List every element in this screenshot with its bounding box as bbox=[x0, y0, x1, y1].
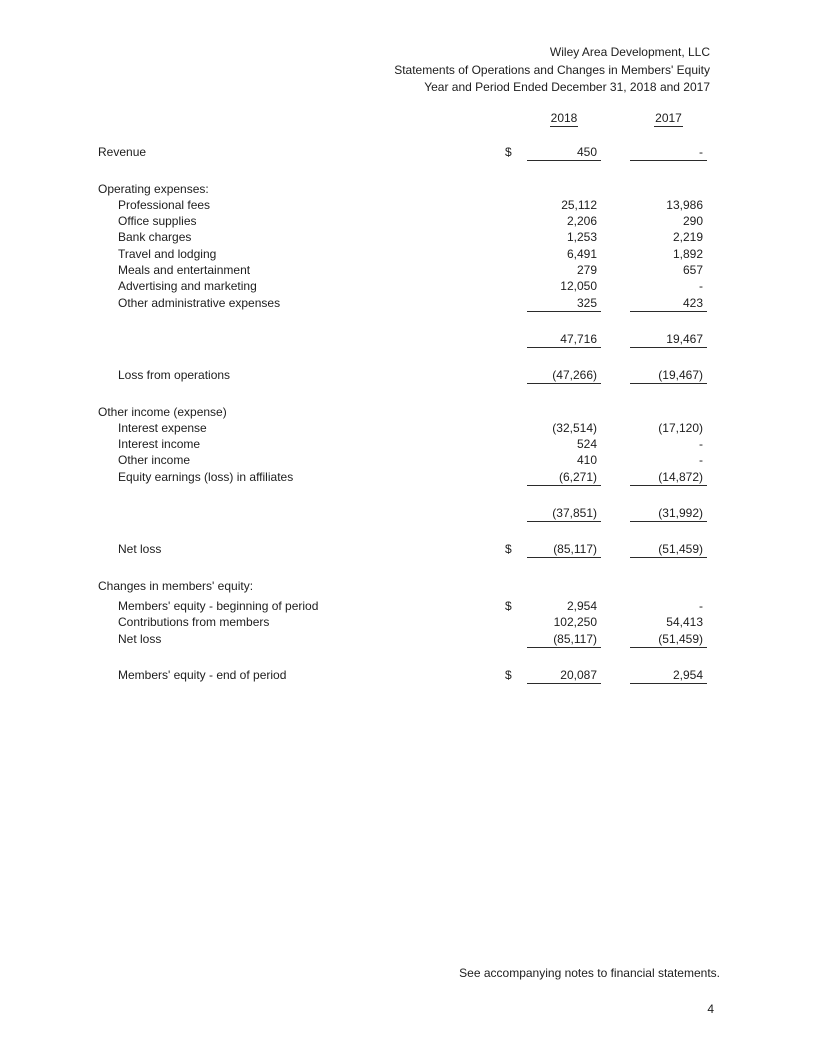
amount-2018: 25,112 bbox=[561, 197, 597, 212]
amount-2018: 450 bbox=[527, 145, 601, 161]
row-label: Other administrative expenses bbox=[118, 295, 281, 310]
amount-2018: 12,050 bbox=[560, 279, 597, 294]
statement-row bbox=[98, 263, 716, 279]
row-label: Loss from operations bbox=[118, 368, 231, 383]
row-label: Office supplies bbox=[118, 214, 197, 229]
section-header-row bbox=[98, 579, 716, 595]
amount-2017: 1,892 bbox=[672, 246, 703, 261]
row-label: Equity earnings (loss) in affiliates bbox=[118, 469, 294, 484]
amount-2018: (85,117) bbox=[527, 632, 601, 648]
amount-2018: 524 bbox=[576, 437, 597, 452]
amount-2018: (37,851) bbox=[527, 506, 601, 522]
statement-row-revenue bbox=[98, 145, 716, 161]
statement-period: Year and Period Ended December 31, 2018 and 2017 bbox=[424, 80, 710, 94]
amount-2017: - bbox=[699, 279, 703, 294]
amount-2018: 2,206 bbox=[566, 214, 597, 229]
amount-2018: 6,491 bbox=[566, 246, 597, 261]
row-label: Members' equity - end of period bbox=[118, 667, 287, 682]
amount-2017: (51,459) bbox=[630, 632, 707, 648]
section-header-row bbox=[98, 182, 716, 198]
statement-row bbox=[98, 230, 716, 246]
amount-2018: (47,266) bbox=[527, 368, 601, 384]
company-name: Wiley Area Development, LLC bbox=[549, 45, 710, 59]
statement-row bbox=[98, 247, 716, 263]
footer-note: See accompanying notes to financial statements. bbox=[459, 966, 720, 980]
statement-row bbox=[98, 470, 716, 486]
amount-2017: 54,413 bbox=[666, 615, 703, 630]
row-label: Interest expense bbox=[118, 420, 207, 435]
column-2018 bbox=[527, 111, 601, 127]
amount-2018: (32,514) bbox=[552, 420, 597, 435]
amount-2017: (17,120) bbox=[658, 420, 703, 435]
section-header-row bbox=[98, 405, 716, 421]
amount-2017: - bbox=[699, 453, 703, 468]
amount-2017: 2,954 bbox=[630, 668, 707, 684]
amount-2018: 2,954 bbox=[566, 598, 597, 613]
statement-row bbox=[98, 279, 716, 295]
financial-statement bbox=[98, 111, 716, 684]
subtotal-row bbox=[98, 506, 716, 522]
row-label: Interest income bbox=[118, 437, 201, 452]
currency-symbol: $ bbox=[505, 145, 512, 160]
statement-row bbox=[98, 615, 716, 631]
amount-2017: 2,219 bbox=[672, 230, 703, 245]
statement-row bbox=[98, 296, 716, 312]
section-label: Other income (expense) bbox=[98, 404, 227, 419]
amount-2018: 102,250 bbox=[553, 615, 597, 630]
amount-2017: 290 bbox=[682, 214, 703, 229]
page-number: 4 bbox=[707, 1002, 714, 1016]
column-header-2018: 2018 bbox=[550, 111, 578, 125]
amount-2018: 279 bbox=[576, 263, 597, 278]
amount-2017: (31,992) bbox=[630, 506, 707, 522]
amount-2017: - bbox=[699, 598, 703, 613]
amount-2017: 19,467 bbox=[630, 332, 707, 348]
amount-2017: 13,986 bbox=[666, 197, 703, 212]
section-label: Operating expenses: bbox=[98, 181, 209, 196]
column-header-2017: 2017 bbox=[655, 111, 682, 125]
statement-row-net-loss bbox=[98, 542, 716, 558]
column-header-row bbox=[98, 111, 716, 127]
row-label: Bank charges bbox=[118, 230, 192, 245]
row-label: Revenue bbox=[98, 145, 147, 160]
amount-2017: - bbox=[630, 145, 707, 161]
amount-2018: 1,253 bbox=[566, 230, 597, 245]
amount-2017: 657 bbox=[682, 263, 703, 278]
amount-2018: 20,087 bbox=[527, 668, 601, 684]
statement-row bbox=[98, 599, 716, 615]
row-label: Contributions from members bbox=[118, 615, 270, 630]
amount-2017: 423 bbox=[630, 296, 707, 312]
amount-2018: 410 bbox=[576, 453, 597, 468]
statement-row bbox=[98, 437, 716, 453]
statement-row bbox=[98, 632, 716, 648]
row-label: Meals and entertainment bbox=[118, 263, 251, 278]
row-label: Other income bbox=[118, 453, 191, 468]
amount-2018: 47,716 bbox=[527, 332, 601, 348]
row-label: Travel and lodging bbox=[118, 246, 217, 261]
section-label: Changes in members' equity: bbox=[98, 578, 254, 593]
statement-row bbox=[98, 368, 716, 384]
amount-2017: - bbox=[699, 437, 703, 452]
amount-2018: (85,117) bbox=[527, 542, 601, 558]
currency-symbol: $ bbox=[505, 667, 512, 682]
amount-2017: (19,467) bbox=[630, 368, 707, 384]
row-label: Professional fees bbox=[118, 197, 211, 212]
subtotal-row bbox=[98, 332, 716, 348]
currency-symbol: $ bbox=[505, 542, 512, 557]
statement-title: Statements of Operations and Changes in Members' Equity bbox=[394, 62, 710, 77]
row-label: Members' equity - beginning of period bbox=[118, 598, 319, 613]
row-label: Net loss bbox=[118, 631, 162, 646]
statement-row bbox=[98, 453, 716, 469]
row-label: Net loss bbox=[118, 542, 162, 557]
statement-row-equity-end bbox=[98, 668, 716, 684]
amount-2018: (6,271) bbox=[527, 470, 601, 486]
amount-2017: (14,872) bbox=[630, 470, 707, 486]
amount-2018: 325 bbox=[527, 296, 601, 312]
amount-2017: (51,459) bbox=[630, 542, 707, 558]
row-label: Advertising and marketing bbox=[118, 279, 257, 294]
statement-row bbox=[98, 214, 716, 230]
statement-row bbox=[98, 198, 716, 214]
currency-symbol: $ bbox=[505, 598, 512, 613]
statement-row bbox=[98, 421, 716, 437]
document-header bbox=[0, 44, 710, 97]
column-2017 bbox=[630, 111, 707, 127]
